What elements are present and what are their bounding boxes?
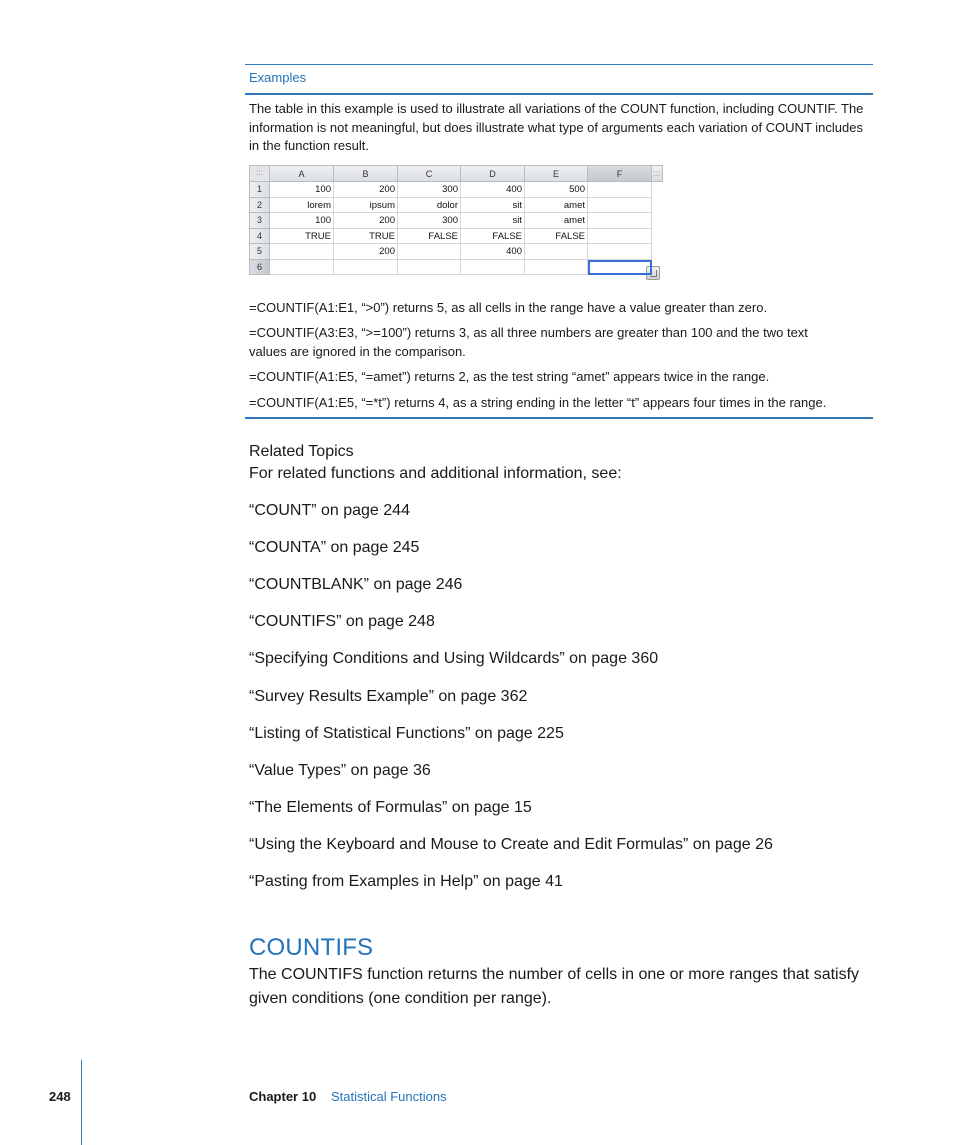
- table-cell-e5[interactable]: [525, 244, 588, 260]
- related-topics-heading: Related Topics: [249, 443, 354, 460]
- table-cell-f2[interactable]: [588, 198, 652, 214]
- column-header-b[interactable]: B: [334, 165, 398, 182]
- spreadsheet-table[interactable]: [249, 165, 663, 283]
- column-header-c[interactable]: C: [398, 165, 461, 182]
- table-cell-c1[interactable]: 300: [398, 182, 461, 198]
- row-header-6[interactable]: 6: [249, 260, 270, 276]
- row-header-5[interactable]: 5: [249, 244, 270, 260]
- table-cell-e6[interactable]: [525, 260, 588, 276]
- related-link-item[interactable]: “The Elements of Formulas” on page 15: [249, 798, 532, 816]
- table-cell-a4[interactable]: TRUE: [270, 229, 334, 245]
- example-line-4: =COUNTIF(A1:E5, “=*t”) returns 4, as a string ending in the letter “t” appears four times in the range.: [249, 395, 827, 410]
- table-cell-f1[interactable]: [588, 182, 652, 198]
- table-cell-e3[interactable]: amet: [525, 213, 588, 229]
- related-link-item[interactable]: “Value Types” on page 36: [249, 761, 431, 779]
- table-cell-e4[interactable]: FALSE: [525, 229, 588, 245]
- table-cell-f4[interactable]: [588, 229, 652, 245]
- table-cell-c6[interactable]: [398, 260, 461, 276]
- related-link-item[interactable]: “Listing of Statistical Functions” on page 225: [249, 724, 564, 742]
- heading-rule: [245, 93, 873, 95]
- table-corner-handle[interactable]: :::: [249, 165, 270, 182]
- table-cell-b6[interactable]: [334, 260, 398, 276]
- table-cell-b2[interactable]: ipsum: [334, 198, 398, 214]
- table-cell-d2[interactable]: sit: [461, 198, 525, 214]
- table-cell-c4[interactable]: FALSE: [398, 229, 461, 245]
- table-cell-c2[interactable]: dolor: [398, 198, 461, 214]
- page-number: 248: [49, 1089, 71, 1104]
- row-header-3[interactable]: 3: [249, 213, 270, 229]
- intro-paragraph: The table in this example is used to illustrate all variations of the COUNT function, including COUNTIF. The information is not meaningful, but does illustrate what type of arguments each variation of COUNT includes in the function result.: [249, 101, 864, 153]
- table-cell-f3[interactable]: [588, 213, 652, 229]
- table-cell-c5[interactable]: [398, 244, 461, 260]
- related-topics-intro: For related functions and additional information, see:: [249, 465, 622, 482]
- countifs-heading: COUNTIFS: [249, 934, 374, 961]
- related-link-item[interactable]: “Specifying Conditions and Using Wildcards” on page 360: [249, 650, 659, 668]
- table-cell-f5[interactable]: [588, 244, 652, 260]
- table-cell-a1[interactable]: 100: [270, 182, 334, 198]
- example-line-3: =COUNTIF(A1:E5, “=amet”) returns 2, as the test string “amet” appears twice in the range.: [249, 369, 770, 384]
- table-cell-d6[interactable]: [461, 260, 525, 276]
- table-cell-f6[interactable]: [588, 260, 652, 276]
- table-cell-e2[interactable]: amet: [525, 198, 588, 214]
- column-header-a[interactable]: A: [270, 165, 334, 182]
- chapter-title-link[interactable]: Statistical Functions: [331, 1089, 447, 1104]
- related-link-item[interactable]: “Pasting from Examples in Help” on page 41: [249, 873, 563, 890]
- top-rule: [245, 64, 873, 65]
- table-cell-e1[interactable]: 500: [525, 182, 588, 198]
- column-header-f[interactable]: F: [588, 165, 652, 182]
- table-cell-d5[interactable]: 400: [461, 244, 525, 260]
- table-cell-a5[interactable]: [270, 244, 334, 260]
- related-link-item[interactable]: “Using the Keyboard and Mouse to Create and Edit Formulas” on page 26: [249, 835, 773, 853]
- row-header-2[interactable]: 2: [249, 198, 270, 214]
- related-link-item[interactable]: “COUNTIFS” on page 248: [249, 613, 435, 631]
- column-header-e[interactable]: E: [525, 165, 588, 182]
- table-cell-b4[interactable]: TRUE: [334, 229, 398, 245]
- related-link-item[interactable]: “COUNTA” on page 245: [249, 539, 420, 557]
- countifs-description: The COUNTIFS function returns the number of cells in one or more ranges that satisfy given conditions (one condition per range).: [249, 966, 860, 1007]
- table-cell-a2[interactable]: lorem: [270, 198, 334, 214]
- related-link-item[interactable]: “COUNT” on page 244: [249, 502, 410, 519]
- column-header-d[interactable]: D: [461, 165, 525, 182]
- table-cell-d1[interactable]: 400: [461, 182, 525, 198]
- table-cell-a3[interactable]: 100: [270, 213, 334, 229]
- related-link-item[interactable]: “COUNTBLANK” on page 246: [249, 576, 463, 594]
- add-column-handle[interactable]: :::: [652, 165, 663, 182]
- table-cell-b3[interactable]: 200: [334, 213, 398, 229]
- table-cell-d3[interactable]: sit: [461, 213, 525, 229]
- row-header-4[interactable]: 4: [249, 229, 270, 245]
- example-line-2: =COUNTIF(A3:E3, “>=100”) returns 3, as all three numbers are greater than 100 and the two text values are ignored in the comparison.: [249, 325, 808, 359]
- chapter-label: Chapter 10: [249, 1089, 317, 1104]
- table-cell-d4[interactable]: FALSE: [461, 229, 525, 245]
- related-link-item[interactable]: “Survey Results Example” on page 362: [249, 687, 528, 705]
- examples-heading: Examples: [249, 70, 307, 85]
- row-header-1[interactable]: 1: [249, 182, 270, 198]
- table-cell-b1[interactable]: 200: [334, 182, 398, 198]
- bottom-rule: [245, 417, 873, 419]
- footer-divider: [81, 1060, 82, 1145]
- table-cell-c3[interactable]: 300: [398, 213, 461, 229]
- example-line-1: =COUNTIF(A1:E1, “>0”) returns 5, as all cells in the range have a value greater than zero.: [249, 300, 768, 315]
- table-cell-b5[interactable]: 200: [334, 244, 398, 260]
- table-cell-a6[interactable]: [270, 260, 334, 276]
